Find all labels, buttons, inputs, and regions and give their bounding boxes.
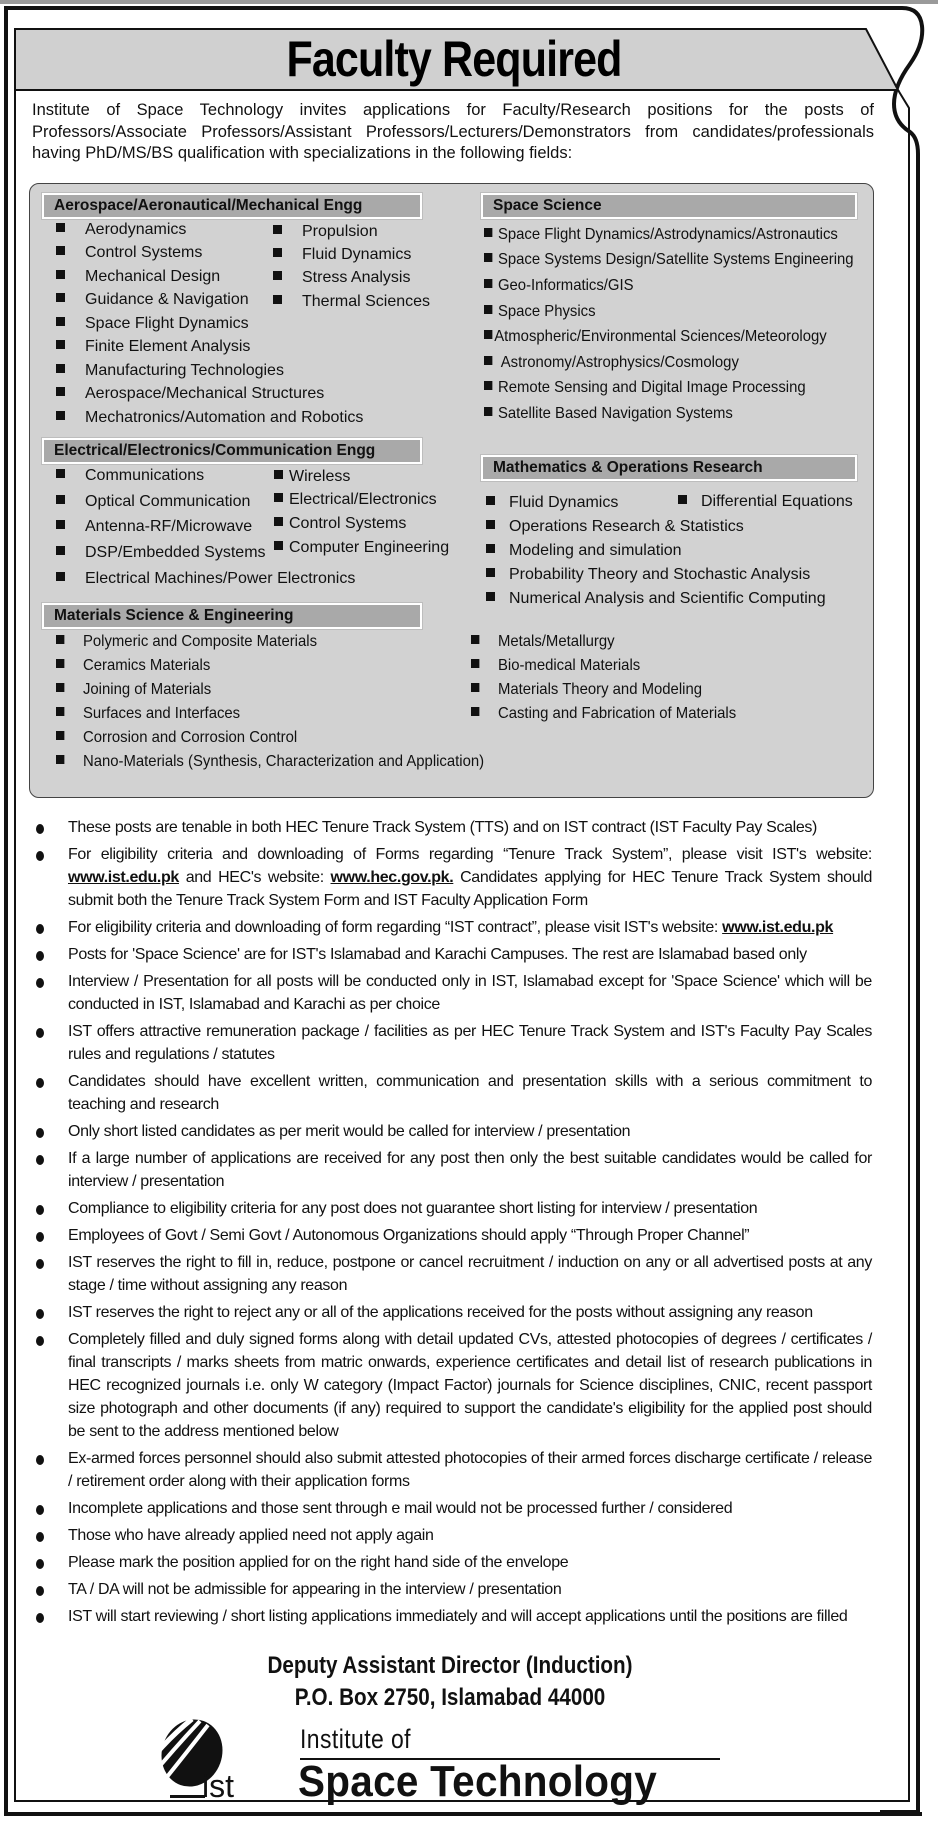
- top-edge-strip: [0, 0, 938, 4]
- list-item: Optical Communication: [56, 492, 250, 512]
- round-bullet-icon: [36, 1559, 44, 1569]
- note-item: Ex-armed forces personnel should also submit attested photocopies of their armed forces discharge certificate / release / retirement order along with their application forms: [36, 1447, 872, 1493]
- svg-text:ist: ist: [202, 1768, 234, 1800]
- square-bullet-icon: [471, 659, 479, 668]
- list-item: Corrosion and Corrosion Control: [56, 728, 297, 748]
- note-item: Completely filled and duly signed forms along with detail updated CVs, attested photocopies of degrees / certificates / final transcripts / marks sheets from matric onwards, experience certificates and detail list of research publications in HEC recognized journals i.e. only W category (Impact Factor) journals for Science disciplines, CNIC, recent passport size photograph and other documents (if any) required to support the candidate's eligibility for the applied post should be sent to the address mentioned below: [36, 1328, 872, 1443]
- square-bullet-icon: [56, 659, 64, 668]
- square-bullet-icon: [56, 293, 65, 302]
- note-item: Interview / Presentation for all posts will be conducted only in IST, Islamabad except for 'Space Science' which will be conducted in IST, Islamabad and Karachi as per choice: [36, 970, 872, 1016]
- conditions-list: [36, 816, 872, 1632]
- list-item: Antenna-RF/Microwave: [56, 517, 252, 537]
- list-item: Remote Sensing and Digital Image Processing: [484, 378, 806, 398]
- square-bullet-icon: [56, 246, 65, 255]
- section-heading-materials: Materials Science & Engineering: [42, 603, 422, 629]
- square-bullet-icon: [484, 253, 492, 262]
- note-item: TA / DA will not be admissible for appearing in the interview / presentation: [36, 1578, 872, 1601]
- square-bullet-icon: [273, 248, 282, 257]
- list-item: Mechatronics/Automation and Robotics: [56, 408, 363, 428]
- list-item: Propulsion: [273, 222, 378, 242]
- square-bullet-icon: [484, 381, 492, 390]
- list-item: Materials Theory and Modeling: [471, 680, 702, 700]
- list-item: Wireless: [274, 467, 350, 487]
- note-item: IST reserves the right to fill in, reduce, postpone or cancel recruitment / induction on any or all advertised posts at any stage / time without assigning any reason: [36, 1251, 872, 1297]
- round-bullet-icon: [36, 824, 44, 834]
- note-item: Posts for 'Space Science' are for IST's Islamabad and Karachi Campuses. The rest are Islamabad based only: [36, 943, 872, 966]
- section-heading-space-science: Space Science: [481, 193, 857, 219]
- list-item: Thermal Sciences: [273, 292, 430, 312]
- square-bullet-icon: [56, 495, 65, 504]
- list-item: Electrical/Electronics: [274, 490, 437, 510]
- list-item: Electrical Machines/Power Electronics: [56, 569, 355, 589]
- square-bullet-icon: [486, 544, 495, 553]
- note-item: These posts are tenable in both HEC Tenure Track System (TTS) and on IST contract (IST Faculty Pay Scales): [36, 816, 872, 839]
- list-item: Modeling and simulation: [486, 541, 682, 561]
- square-bullet-icon: [56, 387, 65, 396]
- list-item: Differential Equations: [678, 492, 853, 512]
- square-bullet-icon: [678, 495, 687, 504]
- square-bullet-icon: [484, 356, 492, 365]
- square-bullet-icon: [56, 469, 65, 478]
- round-bullet-icon: [36, 1586, 44, 1596]
- logo-space-technology: Space Technology: [298, 1757, 658, 1806]
- ist-website-link[interactable]: www.ist.edu.pk: [722, 919, 834, 936]
- square-bullet-icon: [274, 493, 283, 502]
- note-item: Compliance to eligibility criteria for any post does not guarantee short listing for interview / presentation: [36, 1197, 872, 1220]
- round-bullet-icon: [36, 1613, 44, 1623]
- round-bullet-icon: [36, 924, 44, 934]
- address-postal: P.O. Box 2750, Islamabad 44000: [294, 1684, 606, 1711]
- square-bullet-icon: [56, 520, 65, 529]
- list-item: Surfaces and Interfaces: [56, 704, 240, 724]
- square-bullet-icon: [274, 541, 283, 550]
- round-bullet-icon: [36, 1505, 44, 1515]
- list-item: Space Flight Dynamics/Astrodynamics/Astronautics: [484, 225, 838, 245]
- square-bullet-icon: [56, 683, 64, 692]
- list-item: Operations Research & Statistics: [486, 517, 744, 537]
- list-item: Casting and Fabrication of Materials: [471, 704, 736, 724]
- square-bullet-icon: [484, 279, 492, 288]
- section-heading-mathematics: Mathematics & Operations Research: [481, 455, 857, 481]
- list-item: Nano-Materials (Synthesis, Characterization and Application): [56, 752, 484, 772]
- square-bullet-icon: [484, 228, 492, 237]
- note-item: Candidates should have excellent written, communication and presentation skills with a serious commitment to teaching and research: [36, 1070, 872, 1116]
- list-item: Mechanical Design: [56, 267, 220, 287]
- list-item: Polymeric and Composite Materials: [56, 632, 317, 652]
- square-bullet-icon: [274, 470, 283, 479]
- note-item: Only short listed candidates as per merit would be called for interview / presentation: [36, 1120, 872, 1143]
- square-bullet-icon: [484, 407, 492, 416]
- note-item: Please mark the position applied for on the right hand side of the envelope: [36, 1551, 872, 1574]
- list-item: Finite Element Analysis: [56, 337, 250, 357]
- round-bullet-icon: [36, 1128, 44, 1138]
- note-item: Those who have already applied need not apply again: [36, 1524, 872, 1547]
- square-bullet-icon: [484, 330, 492, 339]
- square-bullet-icon: [56, 755, 64, 764]
- square-bullet-icon: [274, 517, 283, 526]
- round-bullet-icon: [36, 978, 44, 988]
- note-item: For eligibility criteria and downloading of Forms regarding “Tenure Track System”, please visit IST's website: www.ist.edu.pk and HEC's website: www.hec.gov.pk. Candidates applying for HEC Tenure Track System should submit both the Tenure Track System Form and IST Faculty Application Form: [36, 843, 872, 912]
- square-bullet-icon: [56, 317, 65, 326]
- address-recipient: Deputy Assistant Director (Induction): [267, 1652, 633, 1679]
- list-item: Control Systems: [274, 514, 406, 534]
- section-heading-aerospace: Aerospace/Aeronautical/Mechanical Engg: [42, 193, 422, 219]
- round-bullet-icon: [36, 1205, 44, 1215]
- page-title: Faculty Required: [286, 31, 622, 87]
- list-item: Satellite Based Navigation Systems: [484, 404, 733, 424]
- list-item: Stress Analysis: [273, 268, 410, 288]
- ist-website-link[interactable]: www.ist.edu.pk: [68, 869, 179, 886]
- section-heading-electrical: Electrical/Electronics/Communication Engg: [42, 438, 422, 464]
- note-item: IST offers attractive remuneration package / facilities as per HEC Tenure Track System and IST's Faculty Pay Scales rules and regulations / statutes: [36, 1020, 872, 1066]
- round-bullet-icon: [36, 1028, 44, 1038]
- square-bullet-icon: [273, 225, 282, 234]
- square-bullet-icon: [471, 683, 479, 692]
- list-item: Probability Theory and Stochastic Analysis: [486, 565, 810, 585]
- square-bullet-icon: [56, 635, 64, 644]
- square-bullet-icon: [273, 295, 282, 304]
- round-bullet-icon: [36, 1259, 44, 1269]
- list-item: Atmospheric/Environmental Sciences/Meteorology: [484, 327, 827, 347]
- note-item: Employees of Govt / Semi Govt / Autonomous Organizations should apply “Through Proper Channel”: [36, 1224, 872, 1247]
- note-item: IST reserves the right to reject any or all of the applications received for the posts without assigning any reason: [36, 1301, 872, 1324]
- note-item: IST will start reviewing / short listing applications immediately and will accept applications until the positions are filled: [36, 1605, 872, 1628]
- round-bullet-icon: [36, 1155, 44, 1165]
- note-item: Incomplete applications and those sent through e mail would not be processed further / considered: [36, 1497, 872, 1520]
- list-item: Fluid Dynamics: [486, 493, 618, 513]
- outer-border-bottom: [4, 1812, 922, 1816]
- list-item: Space Flight Dynamics: [56, 314, 249, 334]
- list-item: Fluid Dynamics: [273, 245, 411, 265]
- square-bullet-icon: [471, 635, 479, 644]
- square-bullet-icon: [56, 411, 65, 420]
- note-item: If a large number of applications are received for any post then only the best suitable candidates would be called for interview / presentation: [36, 1147, 872, 1193]
- square-bullet-icon: [486, 496, 495, 505]
- square-bullet-icon: [56, 364, 65, 373]
- square-bullet-icon: [56, 340, 65, 349]
- hec-website-link[interactable]: www.hec.gov.pk.: [330, 869, 454, 886]
- square-bullet-icon: [56, 546, 65, 555]
- square-bullet-icon: [471, 707, 479, 716]
- list-item: Geo-Informatics/GIS: [484, 276, 634, 296]
- list-item: DSP/Embedded Systems: [56, 543, 266, 563]
- square-bullet-icon: [56, 572, 65, 581]
- intro-paragraph: Institute of Space Technology invites applications for Faculty/Research positions for the posts of Professors/Associate Professors/Assistant Professors/Lecturers/Demonstrators from candidates/professionals having PhD/MS/BS qualification with specializations in the following fields:: [32, 101, 874, 162]
- list-item: Aerodynamics: [56, 220, 186, 240]
- list-item: Space Physics: [484, 302, 596, 322]
- ist-logo-icon: [130, 1715, 250, 1800]
- round-bullet-icon: [36, 1309, 44, 1319]
- round-bullet-icon: [36, 1336, 44, 1346]
- square-bullet-icon: [56, 707, 64, 716]
- list-item: Space Systems Design/Satellite Systems Engineering: [484, 250, 854, 270]
- list-item: Computer Engineering: [274, 538, 449, 558]
- square-bullet-icon: [486, 520, 495, 529]
- logo-institute-of: Institute of: [300, 1724, 411, 1754]
- round-bullet-icon: [36, 851, 44, 861]
- square-bullet-icon: [273, 271, 282, 280]
- round-bullet-icon: [36, 1532, 44, 1542]
- square-bullet-icon: [486, 568, 495, 577]
- round-bullet-icon: [36, 1078, 44, 1088]
- round-bullet-icon: [36, 951, 44, 961]
- list-item: Astronomy/Astrophysics/Cosmology: [484, 353, 739, 373]
- list-item: Communications: [56, 466, 204, 486]
- note-item: For eligibility criteria and downloading of form regarding “IST contract”, please visit IST's website: www.ist.edu.pk: [36, 916, 872, 939]
- round-bullet-icon: [36, 1455, 44, 1465]
- list-item: Bio-medical Materials: [471, 656, 640, 676]
- square-bullet-icon: [56, 223, 65, 232]
- square-bullet-icon: [56, 731, 64, 740]
- list-item: Metals/Metallurgy: [471, 632, 615, 652]
- square-bullet-icon: [56, 270, 65, 279]
- round-bullet-icon: [36, 1232, 44, 1242]
- square-bullet-icon: [484, 305, 492, 314]
- list-item: Aerospace/Mechanical Structures: [56, 384, 324, 404]
- square-bullet-icon: [486, 592, 495, 601]
- list-item: Control Systems: [56, 243, 202, 263]
- list-item: Numerical Analysis and Scientific Computing: [486, 589, 826, 609]
- list-item: Guidance & Navigation: [56, 290, 249, 310]
- list-item: Joining of Materials: [56, 680, 211, 700]
- header-banner: [14, 28, 894, 90]
- list-item: Manufacturing Technologies: [56, 361, 284, 381]
- list-item: Ceramics Materials: [56, 656, 210, 676]
